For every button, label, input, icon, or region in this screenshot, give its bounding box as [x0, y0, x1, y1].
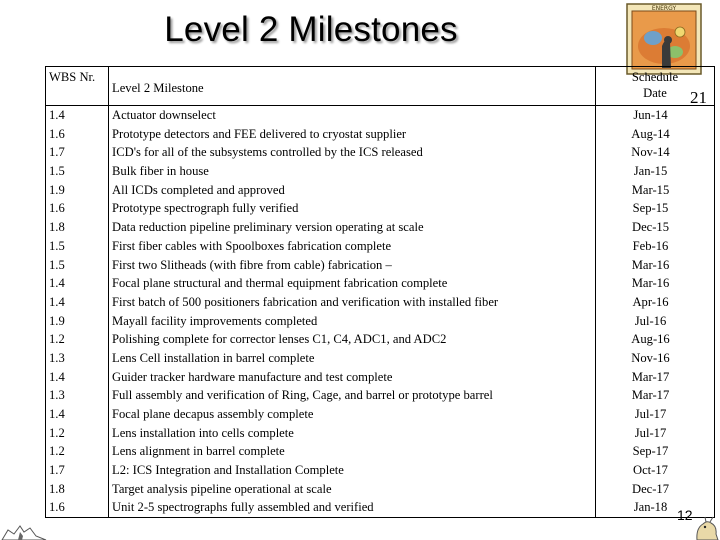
- wbs-column: [46, 106, 109, 518]
- wbs-cell: 1.4: [49, 294, 65, 309]
- milestone-cell: Actuator downselect: [112, 108, 216, 122]
- date-cell: Mar-16: [631, 276, 670, 291]
- date-cell: Mar-17: [631, 388, 670, 403]
- wbs-cell: 1.7: [49, 463, 65, 478]
- table-header-row: [46, 67, 715, 106]
- milestone-cell: Unit 2-5 spectrographs fully assembled and verified: [112, 500, 374, 515]
- date-cell: Mar-17: [631, 369, 670, 384]
- header-schedule-line2: Date: [643, 86, 667, 100]
- date-cell: Aug-16: [631, 332, 670, 347]
- wbs-cell: 1.4: [49, 276, 65, 291]
- table-body: [46, 106, 715, 518]
- milestone-cell: First fiber cables with Spoolboxes fabrication complete: [112, 238, 392, 253]
- milestones-table: [45, 66, 715, 518]
- header-milestone: Level 2 Milestone: [109, 67, 596, 106]
- date-cell: Jan-18: [633, 500, 668, 515]
- date-cell: Aug-14: [631, 126, 670, 141]
- header-wbs: WBS Nr.: [46, 67, 109, 106]
- wbs-cell: 1.7: [49, 145, 65, 160]
- milestone-cell: Mayall facility improvements completed: [112, 313, 318, 328]
- header-schedule-line1: Schedule: [631, 70, 679, 84]
- wbs-cell: 1.2: [49, 444, 65, 459]
- date-cell: Jul-17: [634, 407, 667, 421]
- wbs-cell: 1.9: [49, 313, 65, 328]
- date-cell: Mar-16: [631, 257, 670, 272]
- wbs-cell: 1.8: [49, 220, 65, 235]
- milestone-cell: Data reduction pipeline preliminary version operating at scale: [112, 220, 424, 235]
- date-cell: Apr-16: [632, 294, 669, 309]
- milestone-cell: Bulk fiber in house: [112, 164, 209, 179]
- milestone-cell: Polishing complete for corrector lenses C1, C4, ADC1, and ADC2: [112, 332, 447, 347]
- date-cell: Sep-17: [632, 444, 669, 459]
- date-cell: Dec-17: [631, 481, 670, 496]
- date-cell: Jul-16: [634, 313, 667, 328]
- wbs-cell: 1.4: [49, 108, 65, 122]
- wbs-cell: 1.5: [49, 257, 65, 272]
- energy-logo-icon: [625, 2, 703, 76]
- slide-number: 21: [690, 88, 707, 107]
- milestone-cell: Prototype detectors and FEE delivered to cryostat supplier: [112, 126, 407, 141]
- milestone-cell: Full assembly and verification of Ring, Cage, and barrel or prototype barrel: [112, 388, 493, 403]
- wbs-cell: 1.4: [49, 407, 65, 421]
- date-cell: Jul-17: [634, 425, 667, 440]
- wbs-cell: 1.8: [49, 481, 65, 496]
- wbs-cell: 1.3: [49, 388, 65, 403]
- milestone-cell: Focal plane structural and thermal equipment fabrication complete: [112, 276, 448, 291]
- milestone-column: [109, 106, 596, 518]
- date-cell: Mar-15: [631, 182, 670, 197]
- schedule-column: [596, 106, 715, 518]
- creature-sketch-icon: [693, 514, 720, 540]
- wbs-cell: 1.2: [49, 332, 65, 347]
- slide-title: Level 2 Milestones: [164, 10, 458, 49]
- wbs-cell: 1.9: [49, 182, 65, 197]
- svg-text:ENERGY: ENERGY: [651, 5, 677, 12]
- milestone-cell: ICD's for all of the subsystems controlled by the ICS released: [112, 145, 423, 160]
- milestone-cell: Focal plane decapus assembly complete: [112, 407, 314, 421]
- milestone-cell: First two Slitheads (with fibre from cable) fabrication –: [112, 257, 392, 272]
- wbs-cell: 1.5: [49, 164, 65, 179]
- date-cell: Nov-14: [631, 145, 670, 160]
- milestone-cell: Lens Cell installation in barrel complete: [112, 350, 315, 365]
- date-cell: Sep-15: [632, 201, 669, 216]
- date-cell: Oct-17: [633, 463, 668, 478]
- milestone-cell: All ICDs completed and approved: [112, 182, 285, 197]
- date-cell: Dec-15: [631, 220, 670, 235]
- milestone-cell: Lens alignment in barrel complete: [112, 444, 285, 459]
- date-cell: Feb-16: [632, 238, 669, 253]
- wbs-cell: 1.5: [49, 238, 65, 253]
- milestone-cell: First batch of 500 positioners fabrication and verification with installed fiber: [112, 294, 499, 309]
- milestone-cell: Lens installation into cells complete: [112, 425, 294, 440]
- milestone-cell: L2: ICS Integration and Installation Complete: [112, 463, 344, 478]
- page-number: 12: [677, 507, 693, 523]
- wbs-cell: 1.6: [49, 500, 65, 515]
- header-schedule-date: [596, 67, 715, 106]
- wbs-cell: 1.6: [49, 201, 65, 216]
- wbs-cell: 1.4: [49, 369, 65, 384]
- date-cell: Nov-16: [631, 350, 670, 365]
- milestone-cell: Prototype spectrograph fully verified: [112, 201, 299, 216]
- milestone-cell: Guider tracker hardware manufacture and test complete: [112, 369, 393, 384]
- date-cell: Jan-15: [633, 164, 668, 179]
- date-cell: Jun-14: [633, 108, 668, 122]
- wbs-cell: 1.3: [49, 350, 65, 365]
- milestone-cell: Target analysis pipeline operational at scale: [112, 481, 332, 496]
- wbs-cell: 1.2: [49, 425, 65, 440]
- wbs-cell: 1.6: [49, 126, 65, 141]
- sketch-left-icon: [0, 518, 48, 540]
